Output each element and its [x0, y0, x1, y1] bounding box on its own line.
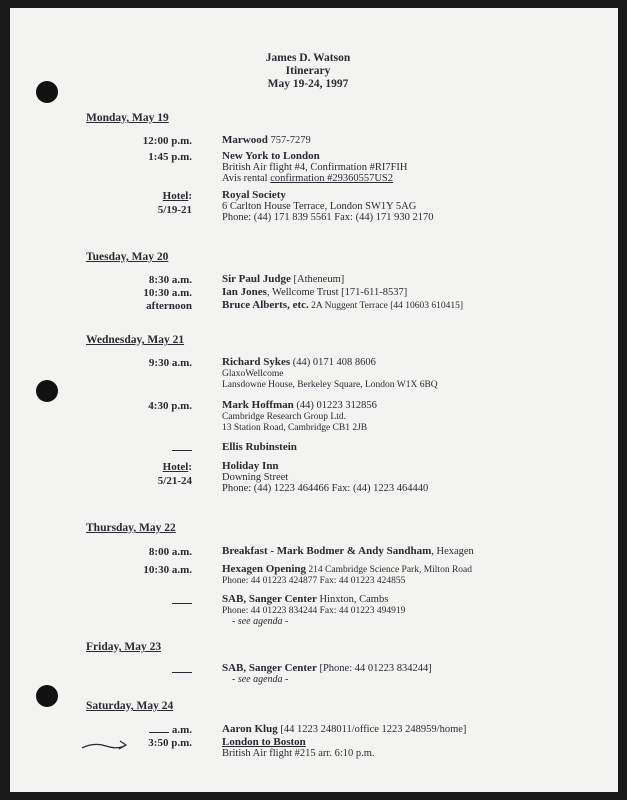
day-heading-monday: Monday, May 19 — [86, 112, 169, 124]
event-detail: British Air flight #4, Confirmation #RI7FIH — [222, 162, 408, 173]
event-detail: Phone: 44 01223 424877 Fax: 44 01223 424855 — [222, 576, 406, 586]
event-entry — [222, 150, 408, 184]
event-name: Breakfast - Mark Bodmer & Andy Sandham — [222, 545, 432, 557]
event-detail: [Atheneum] — [290, 274, 345, 285]
time-label: afternoon — [146, 300, 192, 312]
time-label: 8:30 a.m. — [148, 274, 192, 286]
hotel-name: Holiday Inn — [222, 460, 279, 472]
document-header — [10, 52, 606, 91]
event-detail: 757-7279 — [267, 135, 311, 146]
event-detail: GlaxoWellcome — [222, 369, 284, 379]
event-entry — [222, 399, 377, 433]
event-entry — [222, 723, 466, 735]
event-name: Bruce Alberts, etc. — [222, 299, 309, 311]
event-detail: Phone: 44 01223 834244 Fax: 44 01223 494919 — [222, 606, 406, 616]
event-detail: (44) 0171 408 8606 — [290, 357, 376, 368]
event-detail: , Hexagen — [431, 546, 474, 557]
event-detail: 2A Nuggent Terrace [44 10603 610415] — [308, 301, 464, 311]
event-name: Marwood — [222, 134, 268, 146]
event-name: SAB, Sanger Center — [222, 662, 317, 674]
time-label: 10:30 a.m. — [143, 564, 192, 576]
hotel-address: 6 Carlton House Terrace, London SW1Y 5AG — [222, 201, 417, 212]
time-blank — [72, 595, 192, 607]
time-blank — [72, 664, 192, 676]
day-heading-saturday: Saturday, May 24 — [86, 700, 174, 712]
event-name: Ian Jones — [222, 286, 267, 298]
hotel-address: Downing Street — [222, 472, 289, 483]
event-detail: [Phone: 44 01223 834244] — [316, 663, 432, 674]
event-name: New York to London — [222, 150, 320, 162]
time-label: 4:30 p.m. — [148, 400, 192, 412]
day-heading-tuesday: Tuesday, May 20 — [86, 251, 169, 263]
event-detail: Hinxton, Cambs — [316, 594, 389, 605]
hotel-entry — [222, 460, 428, 494]
hotel-phone: Phone: (44) 171 839 5561 Fax: (44) 171 930 2170 — [222, 212, 434, 223]
time-label: 9:30 a.m. — [148, 357, 192, 369]
day-heading-friday: Friday, May 23 — [86, 641, 162, 653]
hotel-label: Hotel: — [162, 461, 192, 473]
hotel-name: Royal Society — [222, 189, 286, 201]
event-entry — [222, 299, 463, 311]
hotel-label: Hotel: — [162, 190, 192, 202]
event-detail: Avis rental — [222, 173, 271, 184]
event-detail: [44 1223 248011/office 1223 248959/home] — [277, 724, 467, 735]
punch-hole-icon — [36, 685, 58, 707]
event-name: Richard Sykes — [222, 356, 291, 368]
punch-hole-icon — [36, 380, 58, 402]
event-name: SAB, Sanger Center — [222, 593, 317, 605]
event-entry — [222, 545, 474, 557]
event-detail: , Wellcome Trust [171-611-8537] — [266, 287, 408, 298]
event-entry — [222, 273, 344, 285]
event-detail: Cambridge Research Group Ltd. — [222, 412, 346, 422]
day-heading-wednesday: Wednesday, May 21 — [86, 334, 185, 346]
time-label: 10:30 a.m. — [143, 287, 192, 299]
event-note: - see agenda - — [232, 674, 289, 685]
document-page — [10, 8, 618, 792]
event-entry — [222, 441, 297, 453]
event-entry — [222, 736, 375, 759]
header-name: James D. Watson — [265, 52, 351, 64]
event-entry — [222, 356, 438, 390]
event-detail: British Air flight #215 arr. 6:10 p.m. — [222, 748, 375, 759]
event-detail: (44) 01223 312856 — [293, 400, 377, 411]
event-name: Hexagen Opening — [222, 563, 307, 575]
event-name: Sir Paul Judge — [222, 273, 291, 285]
hotel-phone: Phone: (44) 1223 464466 Fax: (44) 1223 464440 — [222, 483, 429, 494]
time-label: 1:45 p.m. — [148, 151, 192, 163]
header-title: Itinerary — [285, 65, 331, 77]
time-label: 8:00 a.m. — [148, 546, 192, 558]
event-note: - see agenda - — [232, 616, 289, 627]
time-label: 3:50 p.m. — [148, 737, 192, 749]
header-dates: May 19-24, 1997 — [267, 78, 349, 90]
event-name: Mark Hoffman — [222, 399, 294, 411]
time-label: 12:00 p.m. — [142, 135, 192, 147]
event-name: London to Boston — [222, 736, 306, 748]
event-detail: confirmation #29360557US2 — [270, 173, 393, 184]
event-entry — [222, 286, 407, 298]
event-entry — [222, 593, 405, 627]
event-detail: 214 Cambridge Science Park, Milton Road — [306, 565, 473, 575]
event-detail: Lansdowne House, Berkeley Square, London W1X 6BQ — [222, 380, 438, 390]
day-heading-thursday: Thursday, May 22 — [86, 522, 176, 534]
time-blank — [72, 442, 192, 454]
time-label: a.m. — [72, 724, 192, 736]
hotel-entry — [222, 189, 433, 223]
event-entry — [222, 662, 432, 685]
handwritten-arrow-icon — [80, 738, 130, 754]
event-entry — [222, 134, 311, 146]
event-name: Aaron Klug — [222, 723, 278, 735]
event-name: Ellis Rubinstein — [222, 441, 297, 453]
hotel-dates: 5/19-21 — [157, 204, 192, 216]
hotel-dates: 5/21-24 — [157, 475, 192, 487]
event-detail: 13 Station Road, Cambridge CB1 2JB — [222, 423, 368, 433]
event-entry — [222, 563, 472, 586]
